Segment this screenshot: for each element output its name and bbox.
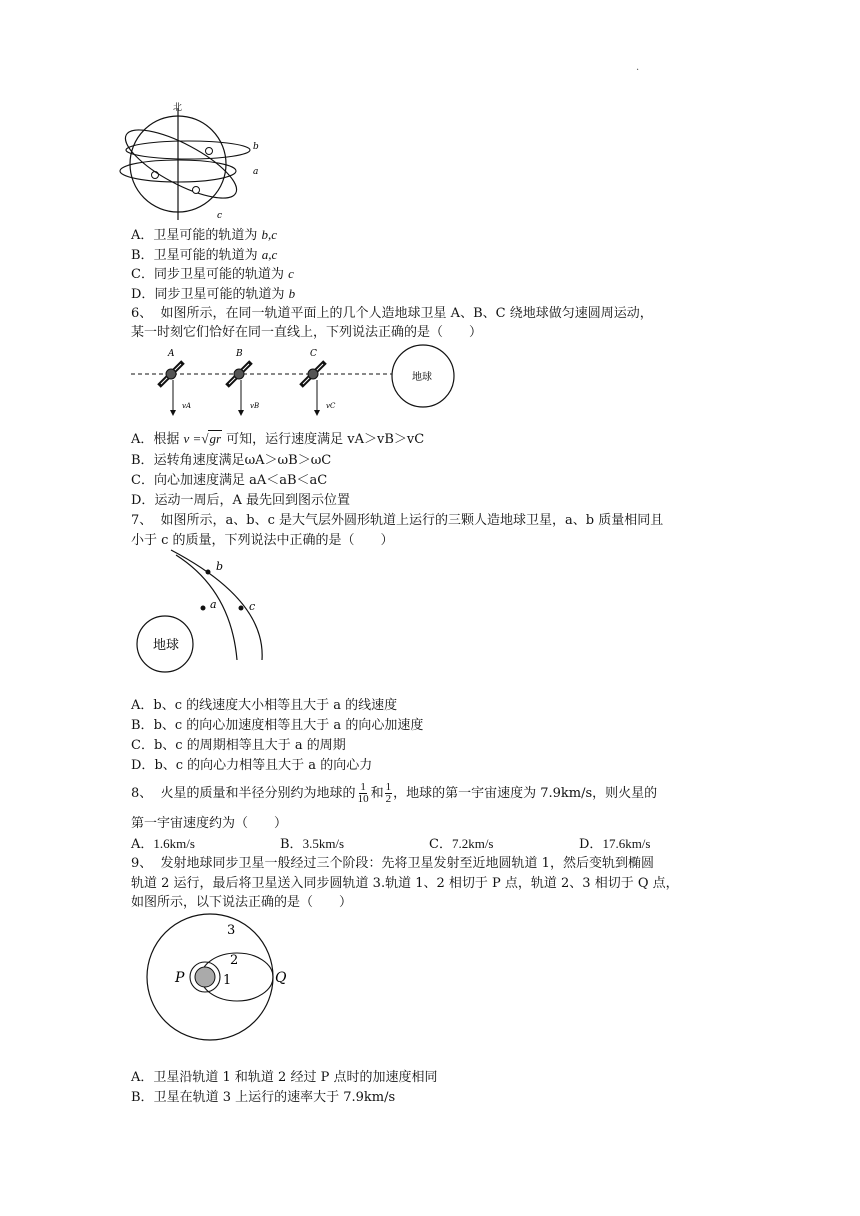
orbit-2-label: 2 [230,953,239,968]
q9-stem-line1: 9、 发射地球同步卫星一般经过三个阶段：先将卫星发射至近地圆轨道 1，然后变轨到椭圆 [131,856,654,871]
orbit-3-label: 3 [227,923,236,938]
q6-stem-line2: 某一时刻它们恰好在同一直线上，下列说法正确的是（ ） [131,325,483,340]
q7-option-d: D．b、c 的向心力相等且大于 a 的向心力 [131,758,373,773]
q9-stem-line2: 轨道 2 运行，最后将卫星送入同步圆轨道 3.轨道 1、2 相切于 P 点，轨道 2、3 相切于 Q 点， [131,876,679,891]
orbit-c-label: c [217,211,223,221]
q8-options-row [131,834,691,855]
q6-option-a: A．根据 v =√gr 可知，运行速度满足 vA＞vB＞vC [131,431,425,447]
q6-stem-line1: 6、 如图所示，在同一轨道平面上的几个人造地球卫星 A、B、C 绕地球做匀速圆周运动， [131,306,653,321]
q5-option-b: B．卫星可能的轨道为 a,c [131,247,278,263]
orbit-a-label: a [253,167,259,177]
q9-option-a: A．卫星沿轨道 1 和轨道 2 经过 P 点时的加速度相同 [131,1070,438,1085]
q8-option-d: D．17.6km/s [579,836,651,852]
q8-option-b: B．3.5km/s [280,836,345,852]
satellite-line-figure-q6 [131,342,461,420]
satellite-c [301,349,336,416]
q6-option-d: D．运动一周后，A 最先回到图示位置 [131,493,350,508]
point-q-label: Q [275,970,287,986]
q8-stem-line2: 第一宇宙速度约为（ ） [131,816,288,831]
vc-label: vC [326,402,336,410]
satellite-a [159,349,191,416]
sat-c-label-q7: c [249,600,256,613]
page-marker: . [636,62,640,73]
earth-label-q6: 地球 [412,372,432,383]
sat-a-label-q7: a [210,598,217,611]
orbit-1-label: 1 [223,973,232,988]
va-label: vA [182,402,192,410]
sat-a-label: A [168,349,175,359]
sat-b-label-q7: b [216,560,224,573]
q7-stem-line1: 7、 如图所示，a、b、c 是大气层外圆形轨道上运行的三颗人造地球卫星，a、b 质量相同且 [131,513,664,528]
q5-option-c: C．同步卫星可能的轨道为 c [131,266,294,282]
orbit-b-label: b [253,142,259,152]
q6-option-c: C．向心加速度满足 aA＜aB＜aC [131,473,328,488]
earth-label-q7: 地球 [153,638,180,653]
fraction-one-half: $\frac{1}{2}$ [385,781,392,805]
q7-stem-line2: 小于 c 的质量，下列说法中正确的是（ ） [131,533,394,548]
q6-option-b: B．运转角速度满足ωA＞ωB＞ωC [131,453,332,468]
vb-label: vB [250,402,260,410]
transfer-orbit-figure-q9 [135,912,285,1047]
q8-option-c: C．7.2km/s [429,836,494,852]
q7-option-b: B．b、c 的向心加速度相等且大于 a 的向心加速度 [131,718,424,733]
sat-b-label: B [236,349,243,359]
q5-option-a: A．卫星可能的轨道为 b,c [131,227,278,243]
q8-stem-line1: 8、 火星的质量和半径分别约为地球的 $\frac{1}{10}$ 和 $\frac{1}{2}$ ，地球的第一宇宙速度为 7.9km/s，则火星的 [131,781,658,805]
north-label: 北 [173,103,183,113]
point-p-label: P [175,970,185,986]
orbit-arcs-figure-q7 [131,550,271,690]
orbit-figure-q5 [123,100,263,225]
fraction-one-tenth: $\frac{1}{10}$ [357,781,369,805]
q9-option-b: B．卫星在轨道 3 上运行的速率大于 7.9km/s [131,1090,396,1105]
q5-option-d: D．同步卫星可能的轨道为 b [131,286,296,302]
satellite-b [227,349,259,416]
q7-option-c: C．b、c 的周期相等且大于 a 的周期 [131,738,346,753]
q8-option-a: A．1.6km/s [131,836,195,852]
q9-stem-line3: 如图所示，以下说法正确的是（ ） [131,895,353,910]
sat-c-label: C [310,349,317,359]
q7-option-a: A．b、c 的线速度大小相等且大于 a 的线速度 [131,698,398,713]
